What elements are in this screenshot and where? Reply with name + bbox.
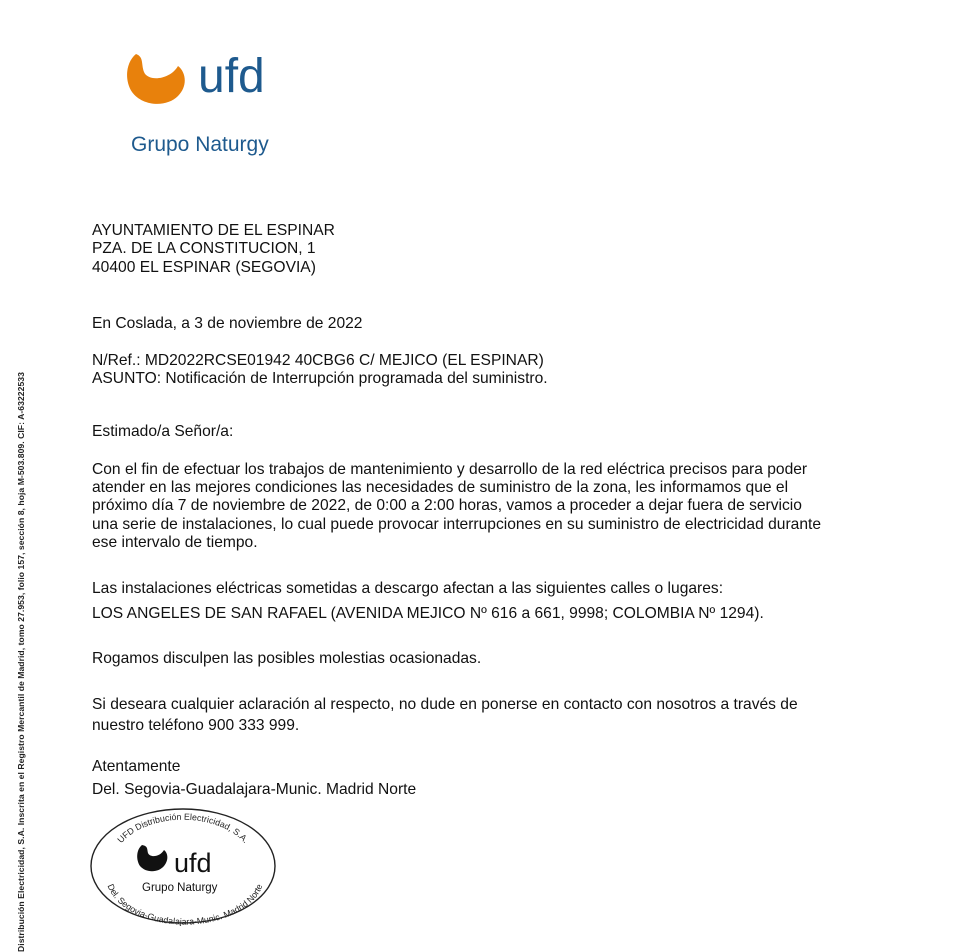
subject: ASUNTO: Notificación de Interrupción programada del suministro. xyxy=(92,370,548,387)
stamp-bottom-text: Del. Segovia-Guadalajara-Munic. Madrid Norte xyxy=(105,882,265,926)
recipient-line-3: 40400 EL ESPINAR (SEGOVIA) xyxy=(92,259,316,276)
stamp-brand: ufd xyxy=(174,848,212,878)
stamp-logo-mark-icon xyxy=(137,845,167,871)
paragraph-line: una serie de instalaciones, lo cual puede provocar interrupciones en su suministro de electricidad durante xyxy=(92,516,822,533)
paragraph-line: próximo día 7 de noviembre de 2022, de 0:00 a 2:00 horas, vamos a proceder a dejar fuera de servicio xyxy=(92,497,802,514)
paragraph-line: atender en las mejores condiciones las necesidades de suministro de la zona, les informamos que el xyxy=(92,479,789,496)
stamp-top-text: UFD Distribución Electricidad, S.A. xyxy=(115,811,251,845)
contact-line-2: nuestro teléfono 900 333 999. xyxy=(92,717,300,734)
ufd-logo-mark-icon xyxy=(127,54,185,104)
ufd-logo-wordmark: ufd xyxy=(198,52,265,103)
registry-note: Distribución Electricidad, S.A. Inscrita en el Registro Mercantil de Madrid, tomo 27.953, folio 157, sección 8, hoja M-503.809. CIF: A-63222533 xyxy=(16,372,26,952)
paragraph-line: Con el fin de efectuar los trabajos de mantenimiento y desarrollo de la red eléctrica precisos para poder xyxy=(92,461,808,478)
ufd-logo xyxy=(122,52,302,162)
installations-list: LOS ANGELES DE SAN RAFAEL (AVENIDA MEJICO Nº 616 a 661, 9998; COLOMBIA Nº 1294). xyxy=(92,605,764,622)
recipient-line-1: AYUNTAMIENTO DE EL ESPINAR xyxy=(92,222,335,239)
apology: Rogamos disculpen las posibles molestias ocasionadas. xyxy=(92,650,482,667)
recipient-line-2: PZA. DE LA CONSTITUCION, 1 xyxy=(92,240,316,257)
greeting: Estimado/a Señor/a: xyxy=(92,423,234,440)
letter-date: En Coslada, a 3 de noviembre de 2022 xyxy=(92,315,363,332)
reference: N/Ref.: MD2022RCSE01942 40CBG6 C/ MEJICO (EL ESPINAR) xyxy=(92,352,544,369)
ufd-logo-group: Grupo Naturgy xyxy=(131,133,269,156)
paragraph-line: ese intervalo de tiempo. xyxy=(92,534,258,551)
contact-line-1: Si deseara cualquier aclaración al respecto, no dude en ponerse en contacto con nosotros a través de xyxy=(92,696,798,713)
signature: Del. Segovia-Guadalajara-Munic. Madrid Norte xyxy=(92,781,417,798)
closing: Atentamente xyxy=(92,758,181,775)
stamp-group: Grupo Naturgy xyxy=(142,882,218,894)
installations-intro: Las instalaciones eléctricas sometidas a descargo afectan a las siguientes calles o lugares: xyxy=(92,580,724,597)
company-stamp xyxy=(88,806,278,926)
